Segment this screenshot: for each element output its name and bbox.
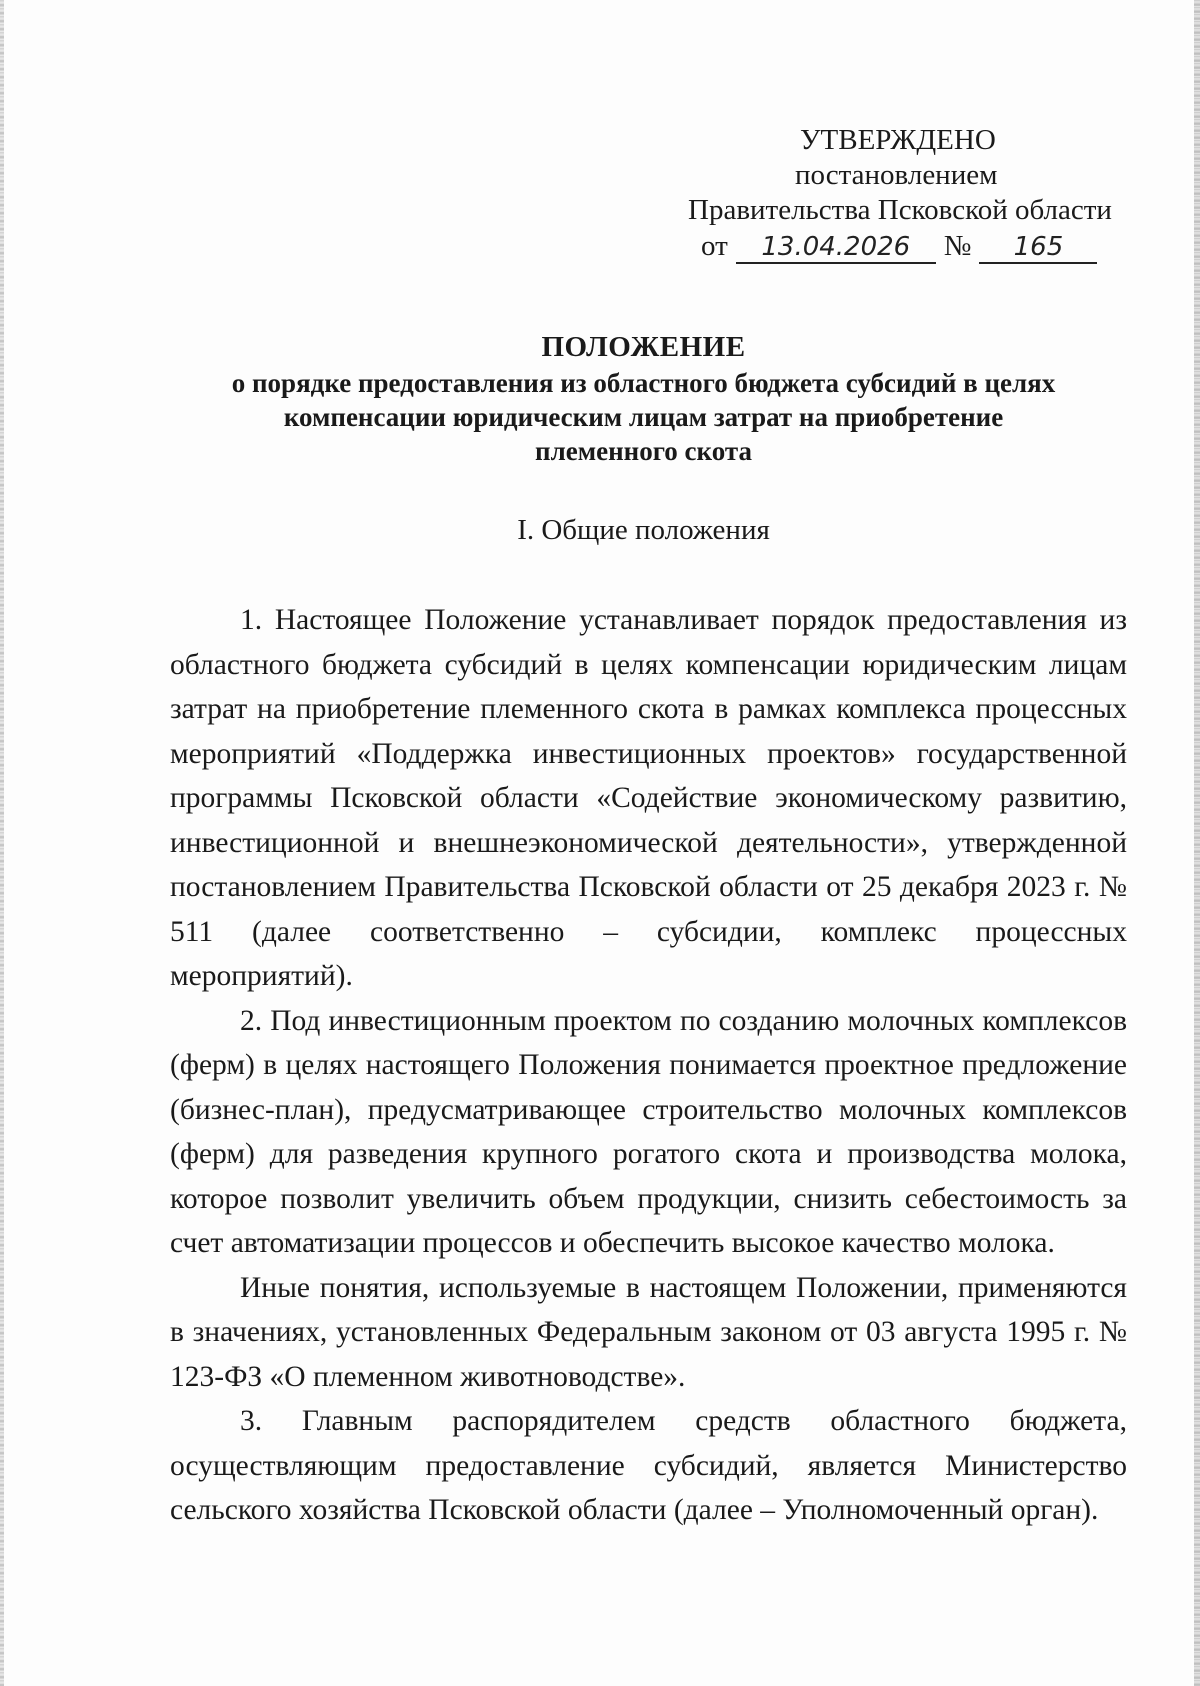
approval-approved: УТВЕРЖДЕНО — [800, 124, 996, 156]
approval-date-number — [701, 228, 1097, 264]
paragraph-1: 1. Настоящее Положение устанавливает порядок предоставления из областного бюджета субсидий в целях компенсации юридическим лицам затрат на приобретение племенного скота в рамках комплекса процессных мероприятий «Поддержка инвестиционных проектов» государственной программы Псковской области «Содействие экономическому развитию, инвестиционной и внешнеэкономической деятельности», утвержденной постановлением Правительства Псковской области от 25 декабря 2023 г. № 511 (далее соответственно – субсидии, комплекс процессных мероприятий). — [170, 604, 1127, 992]
approval-government: Правительства Псковской области — [688, 194, 1112, 226]
approval-resolution: постановлением — [795, 159, 998, 191]
section-heading: I. Общие положения — [517, 514, 770, 546]
scan-edge-right — [1194, 0, 1200, 1686]
document-title: ПОЛОЖЕНИЕ — [541, 331, 746, 363]
date-prefix: от — [701, 230, 728, 262]
handwritten-date: 13.04.2026 — [736, 232, 936, 264]
subtitle-line: племенного скота — [535, 436, 752, 466]
number-sign: № — [943, 230, 972, 262]
subtitle-line: о порядке предоставления из областного бюджета субсидий в целях — [231, 368, 1056, 398]
paragraph-2-continued: Иные понятия, используемые в настоящем Положении, применяются в значениях, установленных Федеральным законом от 03 августа 1995 г. № 123-ФЗ «О племенном животноводстве». — [170, 1271, 1127, 1393]
body-text — [170, 598, 1127, 1533]
paragraph-2: 2. Под инвестиционным проектом по созданию молочных комплексов (ферм) в целях настоящего Положения понимается проектное предложение (бизнес-план), предусматривающее строительство молочных комплексов (ферм) для разведения крупного рогатого скота и производства молока, которое позволит увеличить объем продукции, снизить себестоимость за счет автоматизации процессов и обеспечить высокое качество молока. — [170, 1004, 1127, 1259]
handwritten-number: 165 — [979, 232, 1097, 264]
scan-edge-left — [0, 0, 4, 1686]
document-subtitle — [160, 366, 1127, 468]
subtitle-line: компенсации юридическим лицам затрат на приобретение — [283, 402, 1004, 432]
paragraph-3: 3. Главным распорядителем средств областного бюджета, осуществляющим предоставление субсидий, является Министерство сельского хозяйства Псковской области (далее – Уполномоченный орган). — [170, 1405, 1127, 1526]
